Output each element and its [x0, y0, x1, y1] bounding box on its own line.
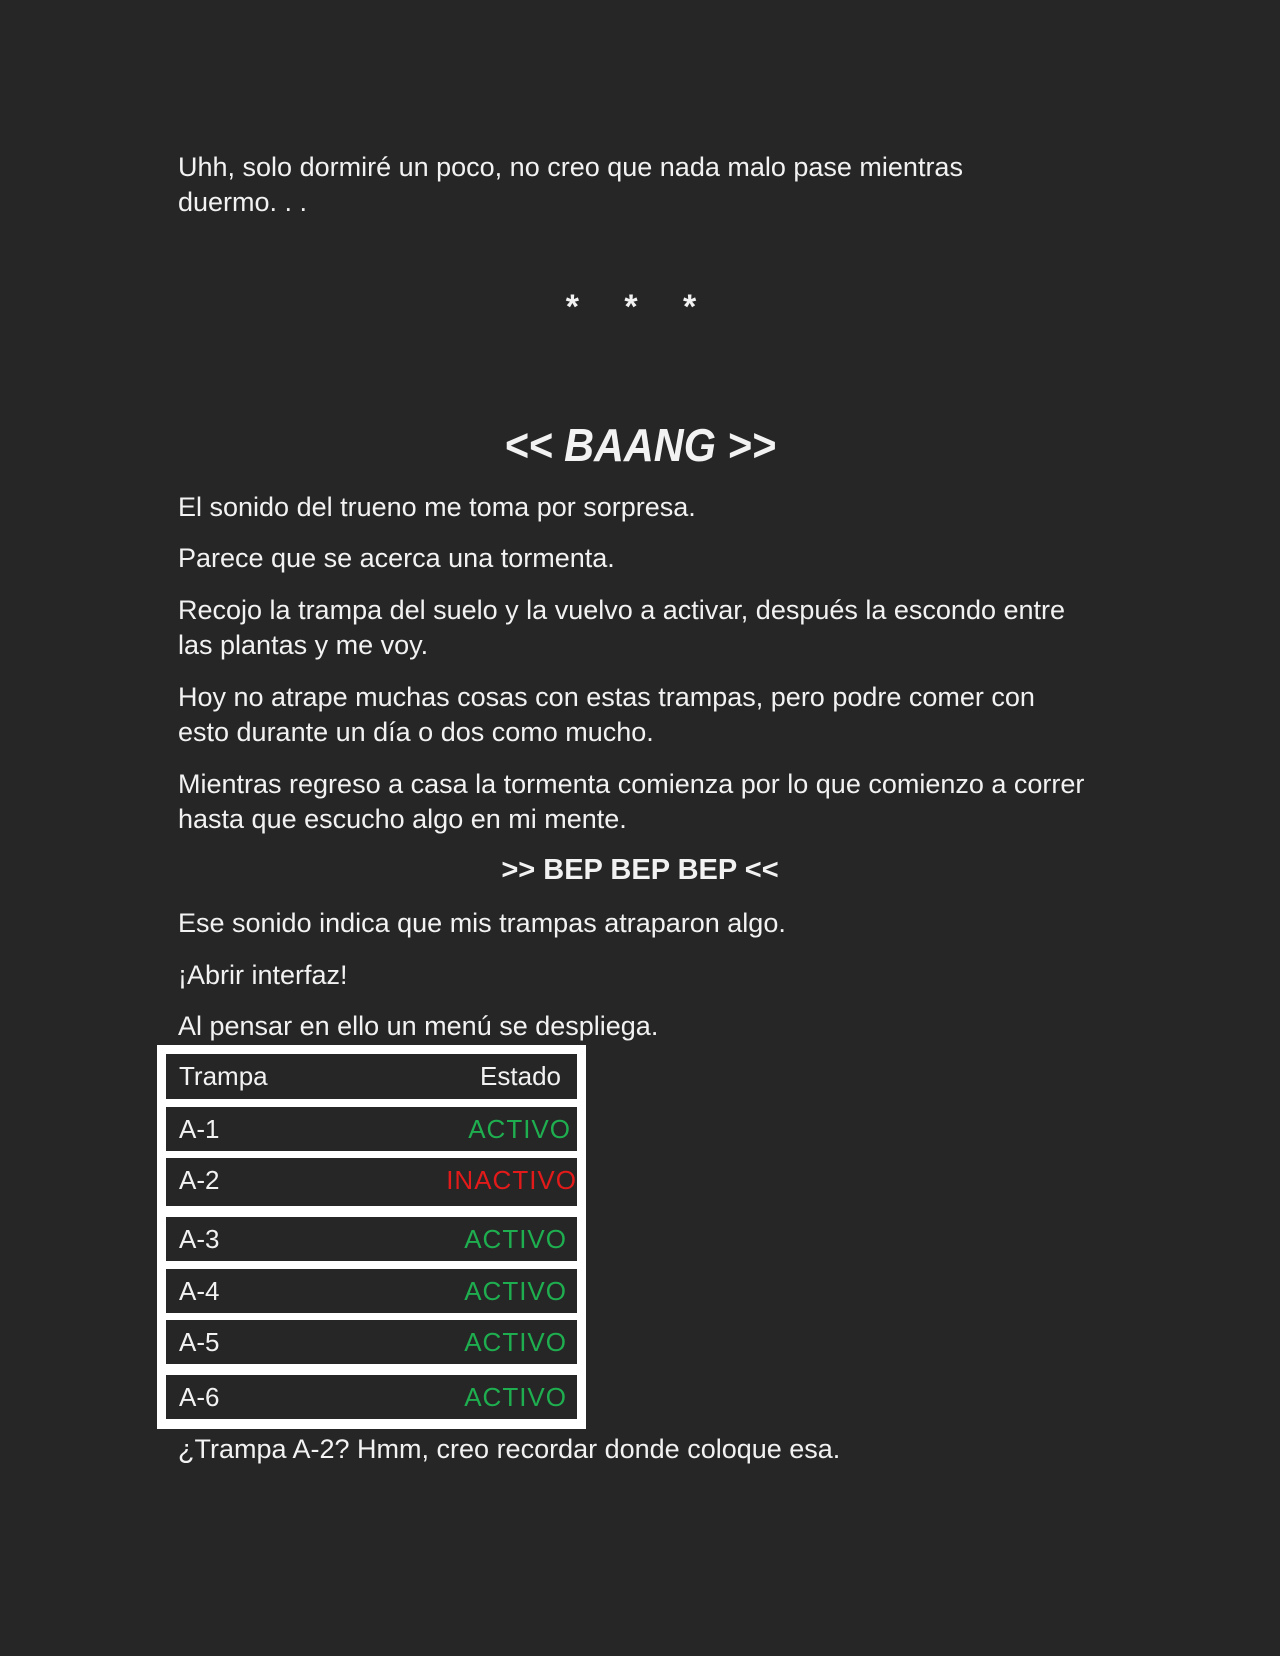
trap-id: A-3: [179, 1224, 220, 1254]
trap-status: ACTIVO: [464, 1382, 567, 1412]
scene-separator: * * *: [565, 288, 715, 326]
paragraph: ¿Trampa A-2? Hmm, creo recordar donde coloque esa.: [178, 1434, 841, 1464]
paragraph: Hoy no atrape muchas cosas con estas trampas, pero podre comer con esto durante un día o dos como mucho.: [178, 682, 1035, 747]
paragraph: Uhh, solo dormiré un poco, no creo que nada malo pase mientras duermo. . .: [178, 152, 963, 217]
sound-effect-baang: << BAANG >>: [504, 419, 776, 471]
header-trap: Trampa: [179, 1061, 268, 1091]
table-row: [166, 1269, 577, 1313]
paragraph: ¡Abrir interfaz!: [178, 960, 348, 990]
trap-id: A-4: [179, 1276, 220, 1306]
paragraph: Parece que se acerca una tormenta.: [178, 543, 615, 573]
trap-id: A-2: [179, 1165, 220, 1195]
paragraph: Ese sonido indica que mis trampas atraparon algo.: [178, 908, 786, 938]
sound-effect-bep: >> BEP BEP BEP <<: [501, 854, 779, 886]
trap-id: A-6: [179, 1382, 220, 1412]
paragraph: Mientras regreso a casa la tormenta comienza por lo que comienzo a correr hasta que escucho algo en mi mente.: [178, 769, 1085, 834]
paragraph: Recojo la trampa del suelo y la vuelvo a activar, después la escondo entre las plantas y me voy.: [178, 595, 1066, 660]
table-row: [166, 1217, 577, 1261]
table-row: [166, 1320, 577, 1364]
table-header: [166, 1054, 577, 1099]
trap-status-table: [157, 1045, 586, 1429]
header-status: Estado: [480, 1061, 561, 1091]
trap-id: A-5: [179, 1327, 220, 1357]
paragraph: Al pensar en ello un menú se despliega.: [178, 1011, 659, 1041]
paragraph: El sonido del trueno me toma por sorpresa.: [178, 492, 696, 522]
trap-status: ACTIVO: [464, 1327, 567, 1357]
trap-status: INACTIVO: [446, 1165, 577, 1195]
trap-id: A-1: [179, 1114, 220, 1144]
trap-status: ACTIVO: [468, 1114, 571, 1144]
trap-status: ACTIVO: [464, 1224, 567, 1254]
table-row: [166, 1107, 577, 1151]
table-row: [166, 1158, 577, 1206]
table-row: [166, 1375, 577, 1419]
trap-status: ACTIVO: [464, 1276, 567, 1306]
